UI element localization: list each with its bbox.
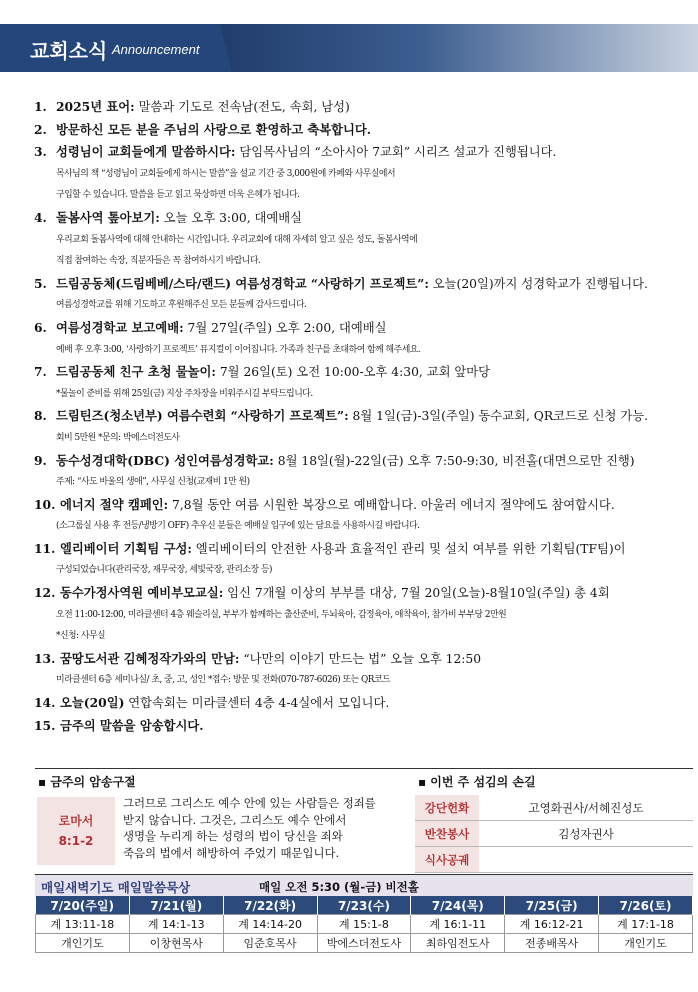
daily-prayer-title: 매일새벽기도 매일말씀묵상 <box>41 880 191 895</box>
notice-item <box>34 119 694 142</box>
notice-number: 13. <box>34 650 56 666</box>
notice-item <box>34 715 694 738</box>
daily-leader: 개인기도 <box>599 934 693 953</box>
notice-text: 8월 18일(월)-22일(금) 오후 7:50-9:30, 비전홀(대면으로만 진행) <box>273 453 635 468</box>
verse-line: 생명을 누리게 하는 성령의 법이 당신을 죄와 <box>123 829 343 843</box>
daily-passage: 계 15:1-8 <box>317 915 411 934</box>
notice-number: 10. <box>34 496 56 512</box>
notice-text: 엘리베이터의 안전한 사용과 효율적인 관리 및 설치 여부를 위한 기획팀(TF팀)이 <box>191 541 626 556</box>
daily-passage: 계 13:11-18 <box>36 915 130 934</box>
service-row <box>415 847 693 873</box>
daily-day: 7/24(목) <box>411 896 505 915</box>
notice-number: 6. <box>34 319 47 335</box>
notice-number: 8. <box>34 408 47 424</box>
notice-continuation: 회비 5만원 *문의: 박에스더전도사 <box>56 432 180 443</box>
notice-heading: 돌봄사역 톺아보기: <box>56 209 160 225</box>
notice-heading: 엘리베이터 기획팀 구성: <box>60 540 192 556</box>
daily-day: 7/26(토) <box>599 896 693 915</box>
daily-header-row <box>36 896 693 915</box>
notice-item <box>34 405 694 449</box>
notice-item <box>34 96 694 119</box>
notice-number: 12. <box>34 585 56 601</box>
section-header <box>0 24 698 72</box>
daily-leader: 개인기도 <box>36 934 130 953</box>
daily-passage: 계 17:1-18 <box>599 915 693 934</box>
notice-number: 1. <box>34 99 47 114</box>
daily-passage: 계 16:12-21 <box>505 915 599 934</box>
daily-day: 7/22(화) <box>223 896 317 915</box>
notice-text: 오늘(20일)까지 성경학교가 진행됩니다. <box>428 276 648 291</box>
notice-line <box>34 361 694 384</box>
daily-prayer-bar <box>35 874 693 897</box>
notice-continuation: 오전 11:00-12:00, 미라클센터 4층 웨슬리실, 부부가 함께하는 출산준비, 두뇌육아, 감정육아, 애착육아, 참가비 부부당 2만원 <box>56 609 507 620</box>
notice-line <box>34 405 694 428</box>
daily-prayer-time: 매일 오전 5:30 (월-금) 비전홀 <box>259 880 419 894</box>
verse-book: 로마서 <box>58 814 94 828</box>
service-row <box>415 821 693 847</box>
verse-line: 받지 않습니다. 그것은, 그리스도 예수 안에서 <box>123 812 347 827</box>
notice-line <box>34 207 694 230</box>
daily-leader-row <box>36 934 693 953</box>
service-person: 김성자권사 <box>479 821 693 847</box>
notice-line <box>34 273 694 296</box>
notice-heading: 드림공동체 친구 초청 물놀이: <box>56 364 216 380</box>
notice-line <box>34 141 694 164</box>
notice-text: 7,8월 동안 여름 시원한 복장으로 예배합니다. 아울러 에너지 절약에도 참여합시다. <box>168 497 615 512</box>
notice-continuation: 여름성경학교를 위해 기도하고 후원해주신 모든 분들께 감사드립니다. <box>56 300 307 311</box>
notice-item <box>34 648 694 692</box>
notice-continuation: *신청: 사무실 <box>56 631 106 642</box>
notice-item <box>34 273 694 317</box>
service-person <box>479 847 693 873</box>
section-divider <box>35 768 693 769</box>
notice-number: 9. <box>34 452 47 468</box>
notice-text: 담임목사님의 “소아시아 7교회” 시리즈 설교가 진행됩니다. <box>235 145 557 160</box>
notice-heading: 동수가정사역원 예비부모교실: <box>60 585 224 601</box>
notice-text: 오늘 오후 3:00, 대예배실 <box>159 210 303 225</box>
daily-leader: 최하임전도사 <box>411 934 505 953</box>
notice-item <box>34 692 694 715</box>
daily-day: 7/23(수) <box>317 896 411 915</box>
notice-heading: 금주의 말씀을 암송합시다. <box>60 717 204 733</box>
service-table <box>415 795 693 873</box>
daily-leader: 임준호목사 <box>223 934 317 953</box>
notice-item <box>34 141 694 207</box>
notice-heading: 동수성경대학(DBC) 성인여름성경학교: <box>56 452 274 468</box>
notice-continuation: 직접 참여하는 속장, 직분자들은 꼭 참여하시기 바랍니다. <box>56 256 261 267</box>
daily-passage: 계 14:1-13 <box>129 915 223 934</box>
notice-heading: 오늘(20일) <box>60 695 125 711</box>
daily-leader: 이창현목사 <box>129 934 223 953</box>
notice-heading: 방문하신 모든 분을 주님의 사랑으로 환영하고 축복합니다. <box>56 121 372 137</box>
notice-heading: 드림공동체(드림베베/스타/랜드) 여름성경학교 “사랑하기 프로젝트”: <box>56 275 429 291</box>
daily-passage: 계 14:14-20 <box>223 915 317 934</box>
service-person: 고영화권사/서혜진성도 <box>479 795 693 821</box>
notice-text: 임신 7개월 이상의 부부를 대상, 7월 20일(오늘)-8월10일(주일) 총 4회 <box>223 586 610 601</box>
notice-number: 4. <box>34 209 47 225</box>
notice-text: “나만의 이야기 만드는 법” 오늘 오후 12:50 <box>239 651 482 666</box>
notice-number: 3. <box>34 144 47 160</box>
verse-reference <box>37 797 115 865</box>
notice-line <box>34 582 694 605</box>
notice-number: 11. <box>34 540 56 556</box>
verse-text <box>123 795 411 861</box>
notice-continuation: 예배 후 오후 3:00, ‘사랑하기 프로젝트’ 뮤지컬이 이어집니다. 가족과 친구를 초대하여 함께 해주세요. <box>56 344 421 355</box>
notice-continuation: *물놀이 준비를 위해 25일(금) 지상 주차장을 비워주시길 부탁드립니다. <box>56 388 313 399</box>
notice-line <box>34 692 694 715</box>
daily-day: 7/25(금) <box>505 896 599 915</box>
notice-item <box>34 450 694 494</box>
notice-line <box>34 494 694 517</box>
notice-line <box>34 96 694 119</box>
header-title: 교회소식 <box>30 39 108 63</box>
notice-heading: 에너지 절약 캠페인: <box>60 496 169 512</box>
notice-number: 15. <box>34 717 56 733</box>
notice-heading: 여름성경학교 보고예배: <box>56 319 184 335</box>
memory-verse-title: ▪ 금주의 암송구절 <box>38 775 136 789</box>
notice-number: 2. <box>34 121 47 137</box>
notice-continuation: 목사님의 책 “성령님이 교회들에게 하시는 말씀”을 설교 기간 중 3,000원에 카페와 사무실에서 <box>56 168 396 179</box>
notice-item <box>34 494 694 538</box>
notice-continuation: 주제: “사도 바울의 생애”, 사무실 신청(교재비 1만 원) <box>56 477 250 488</box>
notice-text: 연합속회는 미라클센터 4층 4-4실에서 모입니다. <box>124 696 390 711</box>
notice-list <box>34 96 694 737</box>
service-role: 식사공궤 <box>415 847 479 873</box>
verse-line: 그러므로 그리스도 예수 안에 있는 사람들은 정죄를 <box>123 796 376 810</box>
notice-item <box>34 538 694 582</box>
notice-continuation: (소그룹실 사용 후 전등/냉방기 OFF) 추우신 분들은 예배실 입구에 있는 담요를 사용하시길 바랍니다. <box>56 521 420 532</box>
daily-day: 7/20(주일) <box>36 896 130 915</box>
daily-schedule-table <box>35 896 693 953</box>
notice-heading: 꿈땅도서관 김혜정작가와의 만남: <box>60 650 240 666</box>
notice-text: 7월 26일(토) 오전 10:00-오후 4:30, 교회 앞마당 <box>215 365 491 380</box>
daily-day: 7/21(월) <box>129 896 223 915</box>
notice-heading: 성령님이 교회들에게 말씀하시다: <box>56 144 236 160</box>
notice-heading: 2025년 표어: <box>56 99 135 114</box>
notice-line <box>34 317 694 340</box>
notice-number: 14. <box>34 695 56 711</box>
daily-leader: 전종배목사 <box>505 934 599 953</box>
daily-passage: 계 16:1-11 <box>411 915 505 934</box>
notice-line <box>34 648 694 671</box>
notice-item <box>34 317 694 361</box>
notice-continuation: 구성되었습니다(관리국장, 재무국장, 세빛국장, 관리소장 등) <box>56 565 272 576</box>
verse-number: 8:1-2 <box>58 834 94 848</box>
service-title: ▪ 이번 주 섬김의 손길 <box>418 775 536 789</box>
notice-item <box>34 361 694 405</box>
notice-heading: 드림틴즈(청소년부) 여름수련회 “사랑하기 프로젝트”: <box>56 408 349 424</box>
notice-continuation: 구입할 수 있습니다. 말씀을 듣고 읽고 묵상하면 더욱 은혜가 됩니다. <box>56 190 300 201</box>
notice-text: 7월 27일(주일) 오후 2:00, 대예배실 <box>183 320 387 335</box>
notice-line <box>34 450 694 473</box>
verse-line: 죽음의 법에서 해방하여 주었기 때문입니다. <box>123 845 340 860</box>
notice-line <box>34 119 694 142</box>
service-row <box>415 795 693 821</box>
notice-text: 말씀과 기도로 전속남(전도, 속회, 남성) <box>134 100 350 114</box>
notice-item <box>34 582 694 648</box>
notice-number: 5. <box>34 275 47 291</box>
notice-number: 7. <box>34 364 47 380</box>
service-role: 강단헌화 <box>415 795 479 821</box>
daily-leader: 박에스더전도사 <box>317 934 411 953</box>
notice-line <box>34 715 694 738</box>
notice-item <box>34 207 694 273</box>
notice-continuation: 우리교회 돌봄사역에 대해 안내하는 시간입니다. 우리교회에 대해 자세히 알고 싶은 성도, 돌봄사역에 <box>56 234 418 245</box>
notice-line <box>34 538 694 561</box>
notice-continuation: 미라클센터 6층 세미나실/ 초, 중, 고, 성인 *접수: 방문 및 전화(070-787-6026) 또는 QR코드 <box>56 675 391 686</box>
notice-text: 8월 1일(금)-3일(주일) 동수교회, QR코드로 신청 가능. <box>348 409 648 424</box>
daily-passage-row <box>36 915 693 934</box>
service-role: 반찬봉사 <box>415 821 479 847</box>
header-subtitle: Announcement <box>112 42 200 57</box>
